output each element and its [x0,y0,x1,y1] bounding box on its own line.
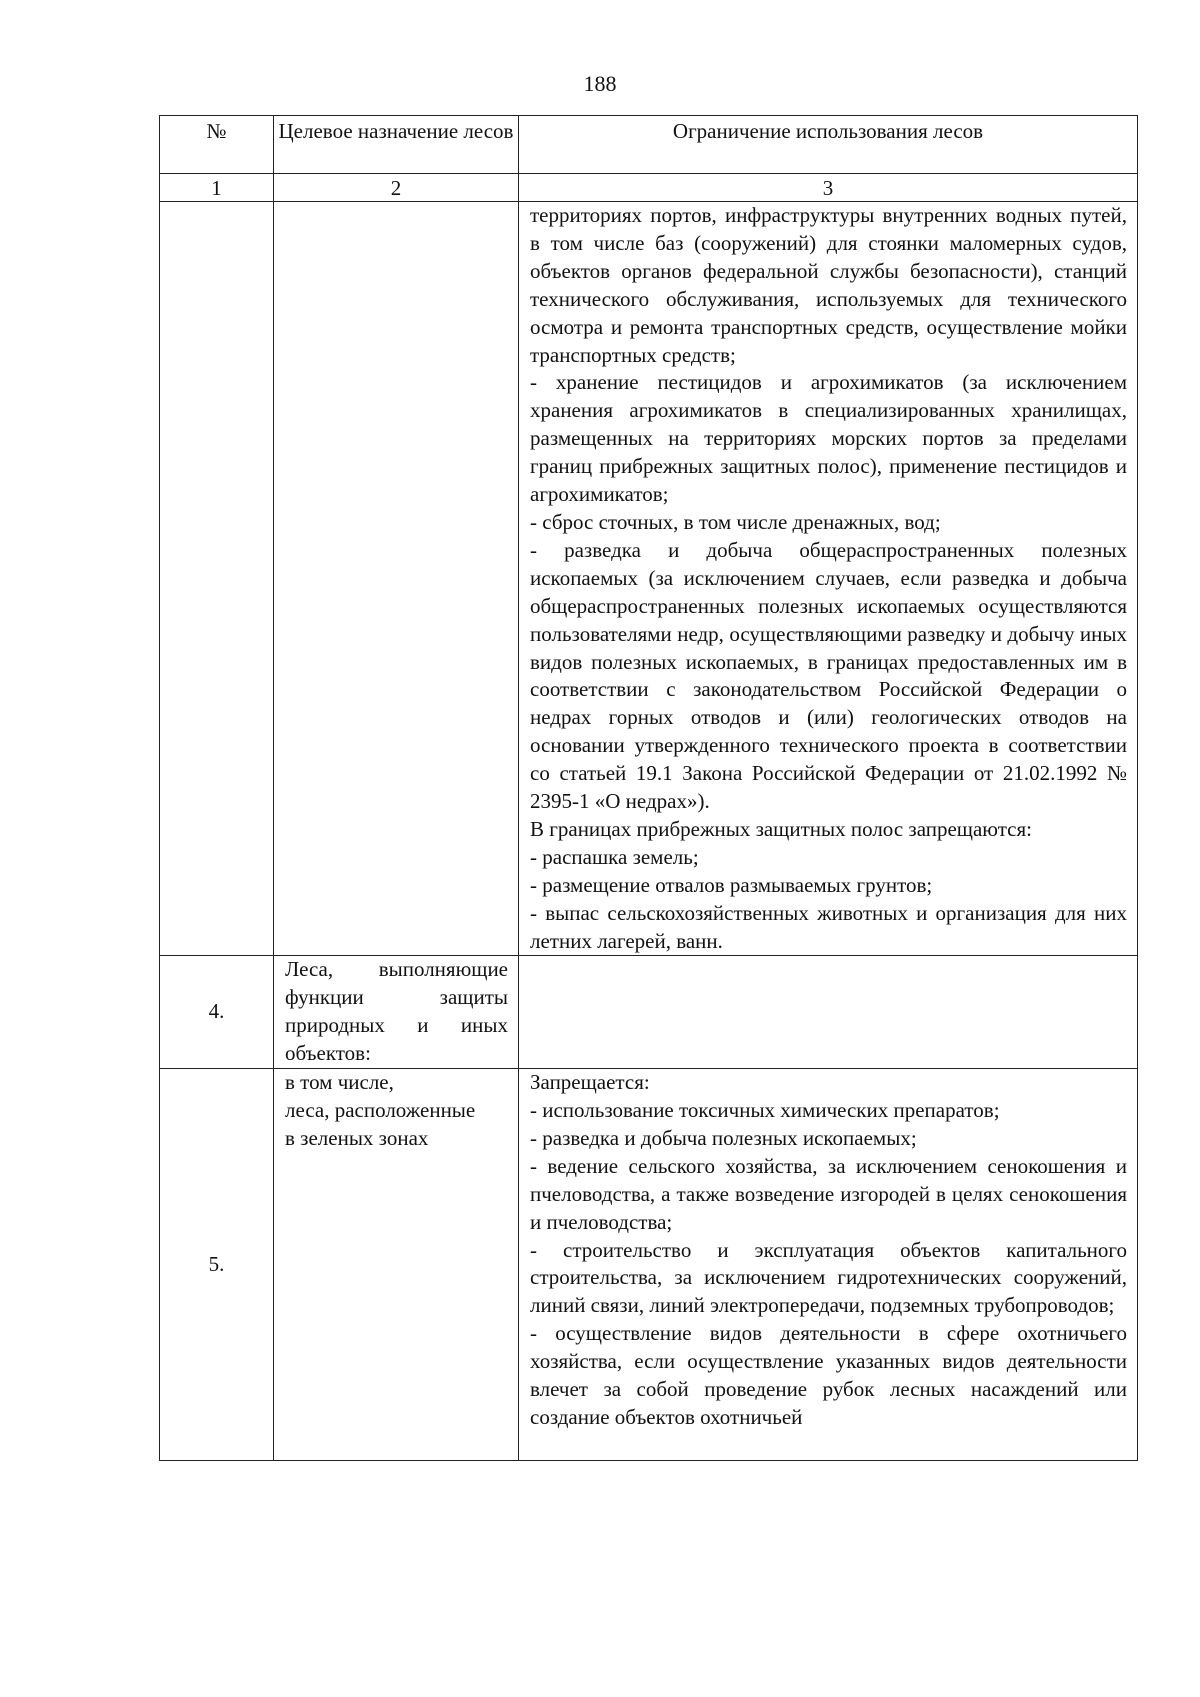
restriction-text: В границах прибрежных защитных полос запрещаются: [530,816,1032,841]
purpose-line: леса, расположенные [285,1098,476,1122]
purpose-line: в зеленых зонах [285,1125,429,1150]
table-header-row [160,116,1138,174]
column-number-3: 3 [519,174,1138,202]
table-row-5 [160,1069,1138,1461]
restriction-text: Запрещается: [530,1070,650,1095]
header-purpose: Целевое назначение лесов [274,116,519,174]
purpose-line: в том числе, [285,1070,394,1095]
row-number-cell: 4. [160,956,274,1069]
row-purpose-cell: Леса, выполняющие функции защиты природных и иных объектов: [274,956,519,1069]
restriction-text: - строительство и эксплуатация объектов капитального строительства, за исключением гидротехнических сооружений, линий связи, линий электропередачи, подземных трубопроводов; [530,1237,1127,1318]
row-purpose-cell [274,1069,519,1461]
restriction-text: - хранение пестицидов и агрохимикатов (за исключением хранения агрохимикатов в специализированных хранилищах, размещенных на территориях морских портов за пределами границ прибрежных защитных полос), применение пестицидов и агрохимикатов; [530,370,1127,507]
row-restrictions-cell [519,202,1138,956]
restriction-text: - разведка и добыча общераспространенных полезных ископаемых (за исключением случаев, если разведка и добыча общераспространенных полезных ископаемых осуществляются пользователями недр, осуществляющими разведку и добычу иных видов полезных ископаемых, в границах предоставленных им в соответствии с законодательством Российской Федерации о недрах горных отводов и (или) геологических отводов на основании утвержденного технического проекта в соответствии со статьей 19.1 Закона Российской Федерации от 21.02.1992 № 2395-1 «О недрах»). [530,537,1127,814]
restriction-text: - распашка земель; [530,844,699,869]
row-restrictions-cell [519,1069,1138,1461]
restriction-text: - выпас сельскохозяйственных животных и организация для них летних лагерей, ванн. [530,900,1127,953]
table-row-4 [160,956,1138,1069]
table-row-continuation [160,202,1138,956]
restriction-text: территориях портов, инфраструктуры внутренних водных путей, в том числе баз (сооружений) для стоянки маломерных судов, объектов органов федеральной службы безопасности), станций технического обслуживания, используемых для технического осмотра и ремонта транспортных средств, осуществление мойки транспортных средств; [530,203,1127,367]
page-number: 188 [583,71,617,96]
column-number-2: 2 [274,174,519,202]
forest-restrictions-table [159,115,1138,1461]
row-number-cell: 5. [160,1069,274,1461]
restriction-text: - осуществление видов деятельности в сфере охотничьего хозяйства, если осуществление указанных видов деятельности влечет за собой проведение рубок лесных насаждений или создание объектов охотничьей [530,1321,1127,1429]
restriction-text: - сброс сточных, в том числе дренажных, вод; [530,509,941,534]
header-number: № [160,116,274,174]
restriction-text: - использование токсичных химических препаратов; [530,1098,1000,1122]
row-number-cell [160,202,274,956]
row-restrictions-cell [519,956,1138,1069]
column-numbers-row [160,174,1138,202]
restriction-text: - ведение сельского хозяйства, за исключением сенокошения и пчеловодства, а также возведение изгородей в целях сенокошения и пчеловодства; [530,1153,1127,1234]
restriction-text: - размещение отвалов размываемых грунтов; [530,872,933,897]
header-restrictions: Ограничение использования лесов [519,116,1138,174]
column-number-1: 1 [160,174,274,202]
row-purpose-cell [274,202,519,956]
restriction-text: - разведка и добыча полезных ископаемых; [530,1125,917,1150]
